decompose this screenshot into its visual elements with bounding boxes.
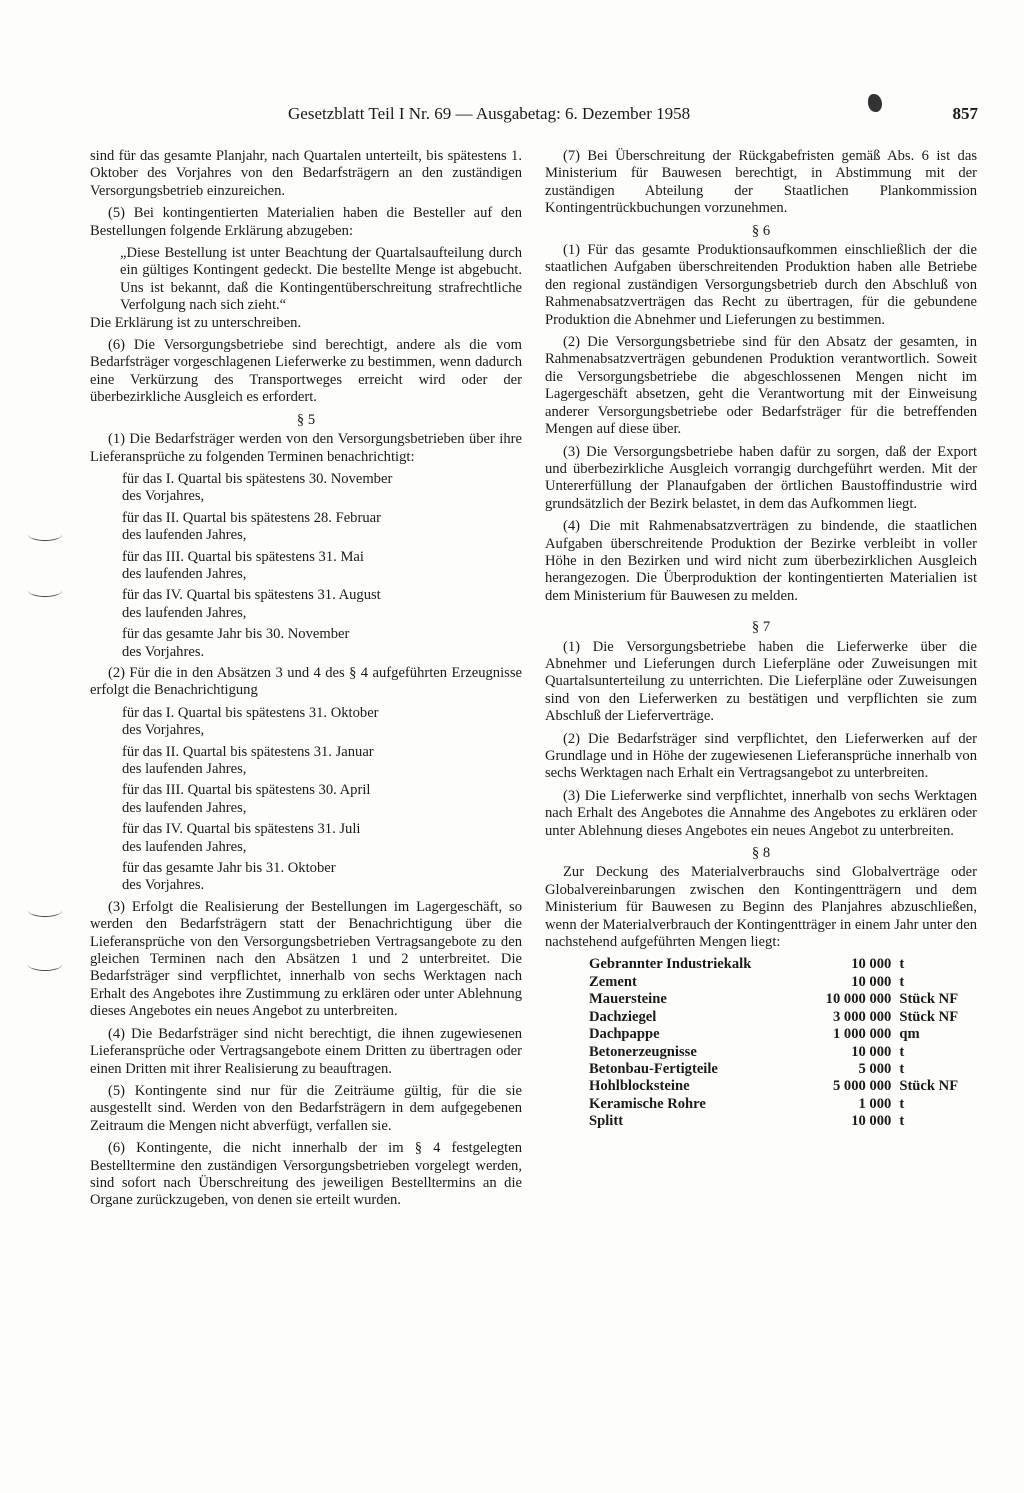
table-row: Splitt 10 000 t — [589, 1113, 905, 1130]
table-row: Hohlblocksteine 5 000 000 Stück NF — [589, 1078, 959, 1095]
paragraph: (1) Die Bedarfsträger werden von den Versorgungsbetrieben über ihre Lieferansprüche zu folgenden Terminen benachrichtigt: — [90, 431, 522, 465]
section-heading: § 5 — [296, 411, 316, 428]
table-row: Mauersteine 10 000 000 Stück NF — [589, 991, 959, 1008]
deadline-item: für das I. Quartal bis spätestens 31. Oktober des Vorjahres, — [122, 704, 379, 739]
deadline-list — [90, 471, 522, 661]
paragraph: (1) Die Versorgungsbetriebe haben die Lieferwerke über die Abnehmer und Lieferungen durch Lieferpläne oder Zuweisungen mit Quartalsunterteilung zu unterrichten. Die Lieferpläne oder Zuweisungen sind von den Lieferwerken zu bestätigen und verpflichten sie zum Abschluß der Lieferverträge. — [545, 638, 977, 725]
paragraph: (2) Für die in den Absätzen 3 und 4 des § 4 aufgeführten Erzeugnisse erfolgt die Benachrichtigung — [90, 664, 522, 699]
deadline-item: für das IV. Quartal bis spätestens 31. August des laufenden Jahres, — [122, 587, 381, 621]
header-title: Gesetzblatt Teil I Nr. 69 — Ausgabetag: 6. Dezember 1958 — [288, 104, 691, 123]
margin-mark — [28, 904, 62, 917]
paragraph: Die Erklärung ist zu unterschreiben. — [90, 314, 302, 331]
paragraph: (2) Die Versorgungsbetriebe sind für den Absatz der gesamten, in Rahmenabsatzverträgen gebundenen Produktion verantwortlich. Soweit die Versorgungsbetriebe die abgeschlossenen Mengen nicht im Lagergeschäft absetzen, geht die Verantwortung mit der Einweisung anderer Versorgungsbetriebe oder Bedarfsträger für die betreffenden Mengen auf diese über. — [545, 334, 977, 438]
table-row: Zement 10 000 t — [589, 973, 905, 990]
table-row: Gebrannter Industriekalk 10 000 t — [589, 956, 905, 973]
margin-mark — [28, 584, 62, 597]
deadline-item: für das gesamte Jahr bis 30. November des Vorjahres. — [122, 626, 350, 660]
paragraph: (3) Die Versorgungsbetriebe haben dafür zu sorgen, daß der Export und überbezirkliche Ausgleich vorrangig durchgeführt werden. Mit der Untererfüllung der Planaufgaben der örtlichen Baustoffindustrie wird grundsätzlich der Bezirk belastet, in dem das Aufkommen liegt. — [545, 443, 977, 512]
left-column — [90, 148, 522, 1215]
paragraph: (4) Die mit Rahmenabsatzverträgen zu bindende, die staatlichen Aufgaben überschreitende Produktion der Bezirke verbleibt in voller Höhe in den Bezirken und wird nicht zum überbezirklichen Ausgleich herangezogen. Die Überproduktion der kontingentierten Materialien ist dem Ministerium für Bauwesen zu melden. — [545, 518, 977, 604]
deadline-item: für das II. Quartal bis spätestens 31. Januar des laufenden Jahres, — [122, 743, 374, 777]
declaration-quote: „Diese Bestellung ist unter Beachtung der Quartalsaufteilung durch ein gültiges Kontingent gedeckt. Die bestellte Menge ist abgebucht. Uns ist bekannt, daß die Kontingentüberschreitung strafrechtliche Verfolgung nach sich zieht.“ — [120, 245, 522, 314]
paragraph: sind für das gesamte Planjahr, nach Quartalen unterteilt, bis spätestens 1. Oktober des Vorjahres von den Bedarfsträgern an den zuständigen Versorgungsbetrieb einzureichen. — [90, 148, 522, 199]
materials-table — [589, 956, 977, 1130]
page-number: 857 — [952, 104, 978, 123]
deadline-item: für das IV. Quartal bis spätestens 31. Juli des laufenden Jahres, — [122, 821, 361, 855]
paragraph: (5) Kontingente sind nur für die Zeiträume gültig, für die sie ausgestellt sind. Werden von den Bedarfsträgern in dem aufgegebenen Zeitraum die Mengen nicht abverfügt, verfallen sie. — [90, 1082, 522, 1134]
paragraph: (1) Für das gesamte Produktionsaufkommen einschließlich der die staatlichen Aufgaben überschreitenden Produktion haben alle Betriebe den regional zuständigen Versorgungsbetrieb durch den Abschluß von Rahmenabsatzverträgen das Recht zu übertragen, für die gebundene Produktion die Abnehmer und Lieferungen zu bestimmen. — [545, 242, 977, 328]
paragraph: (3) Die Lieferwerke sind verpflichtet, innerhalb von sechs Werktagen nach Erhalt des Angebotes die Annahme des Angebotes zu erklären oder unter Ablehnung dieses Angebotes ein neues Angebot zu unterbreiten. — [545, 787, 977, 839]
deadline-item: für das III. Quartal bis spätestens 30. April des laufenden Jahres, — [122, 782, 371, 816]
table-row: Betonerzeugnisse 10 000 t — [589, 1043, 905, 1060]
deadline-item: für das II. Quartal bis spätestens 28. Februar des laufenden Jahres, — [122, 509, 381, 544]
page-header — [288, 104, 978, 128]
right-column — [545, 148, 977, 1131]
paragraph: (6) Die Versorgungsbetriebe sind berechtigt, andere als die vom Bedarfsträger vorgeschlagenen Lieferwerke zu bestimmen, wenn dadurch eine Verkürzung des Transportweges erreicht wird oder der überbezirkliche Ausgleich es erfordert. — [90, 337, 522, 406]
deadline-item: für das I. Quartal bis spätestens 30. November des Vorjahres, — [122, 470, 393, 505]
paragraph: (5) Bei kontingentierten Materialien haben die Besteller auf den Bestellungen folgende Erklärung abzugeben: — [90, 205, 522, 239]
margin-mark — [28, 528, 62, 541]
section-heading: § 6 — [751, 222, 771, 239]
paragraph: (7) Bei Überschreitung der Rückgabefristen gemäß Abs. 6 ist das Ministerium für Bauwesen berechtigt, in Abstimmung mit der zuständigen Abteilung der Staatlichen Plankommission Kontingentrückbuchungen vorzunehmen. — [545, 148, 977, 217]
deadline-item: für das III. Quartal bis spätestens 31. Mai des laufenden Jahres, — [122, 548, 364, 582]
table-row: Keramische Rohre 1 000 t — [589, 1095, 905, 1112]
paragraph: (6) Kontingente, die nicht innerhalb der im § 4 festgelegten Bestelltermine den zuständigen Versorgungsbetrieben vorgelegt werden, sind sofort nach Überschreitung des jeweiligen Bestelltermins an die Organe zurückzugeben, von denen sie erteilt wurden. — [90, 1140, 522, 1209]
margin-mark — [28, 958, 62, 971]
deadline-item: für das gesamte Jahr bis 31. Oktober des Vorjahres. — [122, 860, 336, 894]
section-heading: § 7 — [751, 619, 771, 636]
table-row: Betonbau-Fertigteile 5 000 t — [589, 1060, 905, 1077]
paragraph: (3) Erfolgt die Realisierung der Bestellungen im Lagergeschäft, so werden den Bedarfsträgern statt der Benachrichtigung über die Lieferansprüche von den Versorgungsbetrieben Vertragsangebote zu den gleichen Terminen nach den Absätzen 1 und 2 unterbreitet. Die Bedarfsträger sind verpflichtet, innerhalb von sechs Werktagen nach Erhalt des Angebotes ihre Zustimmung zu erklären oder unter Ablehnung dieses Angebotes ein neues Angebot zu unterbreiten. — [90, 898, 522, 1020]
table-row: Dachpappe 1 000 000 qm — [589, 1026, 920, 1043]
deadline-list — [90, 705, 522, 895]
section-heading: § 8 — [751, 845, 771, 862]
paragraph: (2) Die Bedarfsträger sind verpflichtet, den Lieferwerken auf der Grundlage und in Höhe der zugewiesenen Lieferansprüche innerhalb von sechs Werktagen nach Erhalt ein Vertragsangebot zu unterbreiten. — [545, 730, 977, 782]
table-row: Dachziegel 3 000 000 Stück NF — [589, 1008, 959, 1025]
paragraph: Zur Deckung des Materialverbrauchs sind Globalverträge oder Globalvereinbarungen zwischen den Kontingentträgern und dem Ministerium für Bauwesen zu Beginn des Planjahres abzuschließen, wenn der Materialverbrauch der Kontingentträger in einem Jahr unter den nachstehend aufgeführten Mengen liegt: — [545, 864, 977, 951]
paragraph: (4) Die Bedarfsträger sind nicht berechtigt, die ihnen zugewiesenen Lieferansprüche oder Vertragsangebote einem Dritten zu übertragen oder einen Dritten mit ihrer Realisierung zu beauftragen. — [90, 1025, 522, 1077]
